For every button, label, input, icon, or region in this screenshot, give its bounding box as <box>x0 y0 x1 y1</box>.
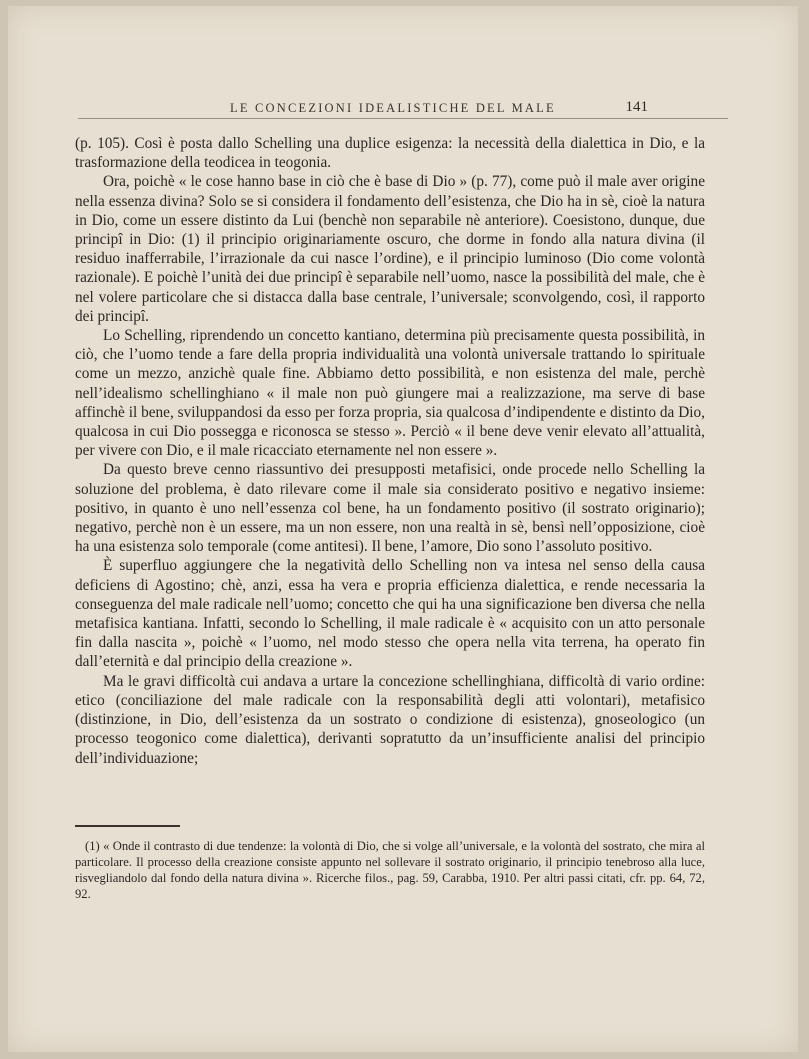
page-number: 141 <box>625 99 648 115</box>
body-text <box>75 134 705 768</box>
paragraph: Ma le gravi difficoltà cui andava a urtare la concezione schellinghiana, difficoltà di vario ordine: etico (conciliazione del male radicale con la responsabilità degli atti volontari), metafisico (distinzione, in Dio, dell’esistenza da un sostrato o condizione di esistenza), gnoseologico (un processo teogonico come dialettica), derivanti sopratutto da un’insufficiente analisi del principio dell’individuazione; <box>75 672 705 767</box>
paragraph: Da questo breve cenno riassuntivo dei presupposti metafisici, onde procede nello Schelling la soluzione del problema, è dato rilevare come il male sia considerato positivo e negativo insieme: positivo, in quanto è uno nell’essenza col bene, ha un fondamento positivo (il sostrato originario); negativo, perchè non è un essere, ma un non essere, non una realtà in sè, bensì nell’opposizione, cioè ha una esistenza solo temporale (come antitesi). Il bene, l’amore, Dio sono l’assoluto positivo. <box>75 461 705 556</box>
footnote-rule <box>75 825 180 827</box>
header-rule <box>78 118 728 119</box>
paragraph: (p. 105). Così è posta dallo Schelling una duplice esigenza: la necessità della dialettica in Dio, e la trasformazione della teodicea in teogonia. <box>75 135 705 172</box>
running-head: LE CONCEZIONI IDEALISTICHE DEL MALE <box>230 101 556 115</box>
footnote: (1) « Onde il contrasto di due tendenze: la volontà di Dio, che si volge all’universale, e la volontà del sostrato, che mira al particolare. Il processo della creazione consiste appunto nel sollevare il sostrato originario, il principio tenebroso alla luce, risvegliandolo dal fondo della natura divina ». Ricerche filos., pag. 59, Carabba, 1910. Per altri passi citati, cfr. pp. 64, 72, 92. <box>75 839 705 901</box>
paragraph: È superfluo aggiungere che la negatività dello Schelling non va intesa nel senso della causa deficiens di Agostino; chè, anzi, essa ha vera e propria efficienza dialettica, e rende necessaria la conseguenza del male radicale nell’uomo; concetto che qui ha una significazione ben diversa che nella metafisica kantiana. Infatti, secondo lo Schelling, il male radicale è « acquisito con un atto personale fin dalla nascita », poichè « l’uomo, nel modo stesso che opera nella vita terrena, ha operato fin dall’eternità e dal principio della creazione ». <box>75 557 705 671</box>
paragraph: Lo Schelling, riprendendo un concetto kantiano, determina più precisamente questa possibilità, in ciò, che l’uomo tende a fare della propria individualità una volontà universale trattando lo spirituale come un mezzo, anzichè quale fine. Abbiamo detto possibilità, e non esistenza del male, perchè nell’idealismo schellinghiano « il male non può giungere mai a realizzazione, ma serve di base affinchè il bene, sviluppandosi da esso per forza propria, sia qualcosa d’indipendente e distinto da Dio, qualcosa in cui Dio possegga e riconosca se stesso ». Perciò « il bene deve venir elevato all’attualità, per vivere con Dio, e il male ricacciato eternamente nel non essere ». <box>75 327 705 460</box>
paragraph: Ora, poichè « le cose hanno base in ciò che è base di Dio » (p. 77), come può il male aver origine nella essenza divina? Solo se si considera il fondamento dell’esistenza, che Dio ha in sè, cioè la natura in Dio, come un essere distinto da Lui (benchè non separabile nè anteriore). Coesistono, dunque, due principî in Dio: (1) il principio originariamente oscuro, che dorme in fondo alla natura divina (il residuo inafferrabile, l’irrazionale da cui nasce l’ordine), e il principio luminoso (Dio come volontà razionale). E poichè l’unità dei due principî è separabile nell’uomo, nasce la possibilità del male, che è nel volere particolare che si distacca dalla base centrale, l’universale; sconvolgendo, così, il rapporto dei principî. <box>75 173 705 325</box>
